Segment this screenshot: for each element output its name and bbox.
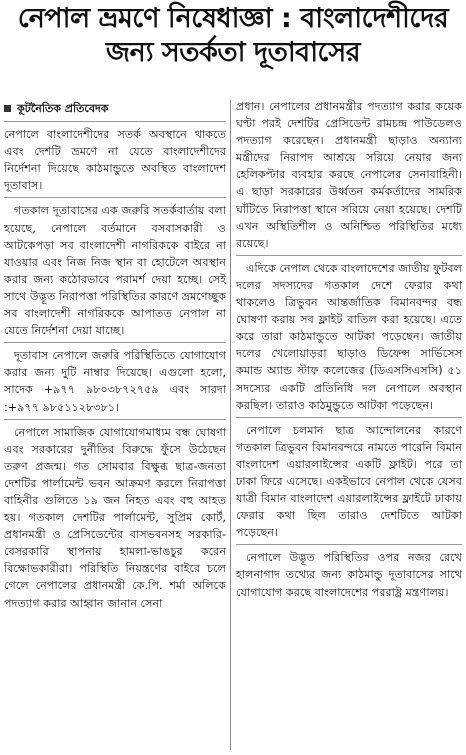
paragraph: নেপালে চলমান ছাত্র আন্দোলনের কারণে গতকাল ত্রিভুবন বিমানবন্দরে নামতে পারেনি বিমান বাংলাদেশ এয়ারলাইন্সের একটি ফ্লাইট। পরে তা ঢাকা ফিরে এসেছে। একইভাবে নেপাল থেকে যেসব যাত্রী বিমান বাংলাদেশ এয়ারলাইন্সের ফ্লাইটে ঢাকায় ফেরার কথা ছিল তারাও দেশটিতে আটকা পড়েছেন। [236, 423, 462, 540]
paragraph: নেপালে উদ্ভূত পরিস্থিতির ওপর নজর রেখে হালনাগাদ তথ্যের জন্য কাঠমান্ডু দূতাবাসের সাথে যোগাযোগ করছে বাংলাদেশের পররাষ্ট্র মন্ত্রণালয়। [236, 551, 462, 599]
paragraph-rule [4, 197, 226, 198]
byline-bullet-icon [4, 105, 11, 112]
paragraph-rule [236, 255, 462, 256]
paragraph: প্রধান। নেপালের প্রধানমন্ত্রীর পদত্যাগ করার কয়েক ঘণ্টা পরই দেশটির প্রেসিডেন্ট রামচন্দ্র পাউডেলও পদত্যাগ করেছেন। প্রধানমন্ত্রী ছাড়াও অন্যান্য মন্ত্রীদের নিরাপদ আশ্রয়ে সরিয়ে নেয়ার জন্য হেলিকপ্টার ব্যবহার করছে নেপালের সেনাবাহিনী। এ ছাড়া সরকারের উর্ধ্বতন কর্মকর্তাদের সামরিক ঘাঁটিতে নিরাপত্তা স্থানে সরিয়ে নেয়া হয়েছে। দেশটি এখন অস্থিতিশীল ও অনিশ্চিত পরিস্থিতির মধ্যে রয়েছে। [236, 100, 462, 250]
headline [0, 2, 466, 70]
article-right-column [236, 98, 462, 604]
article-left-column [4, 100, 226, 615]
paragraph-rule [4, 419, 226, 420]
headline-line-1: নেপাল ভ্রমণে নিষেধাজ্ঞা : বাংলাদেশীদের [17, 3, 449, 34]
paragraph: গতকাল দূতাবাসের এক জরুরি সতর্কবার্তায় বলা হয়েছে, নেপালে বর্তমানে বসবাসকারী ও আটকেপড়া সব বাংলাদেশী নাগরিককে বাইরে না যাওয়ার এবং নিজ নিজ স্থান বা হোটেলে অবস্থান করার জন্য কঠোরভাবে পরামর্শ দেয়া হচ্ছে। সেই সাথে উদ্ভূত নিরাপত্তা পরিস্থিতির কারণে ভ্রমণেচ্ছুক সব বাংলাদেশী নাগরিককে আপাতত নেপাল না যেতে নির্দেশনা দেয়া যাচ্ছে। [4, 204, 226, 338]
byline-rule [4, 121, 226, 122]
paragraph: এদিকে নেপাল থেকে বাংলাদেশের জাতীয় ফুটবল দলের সদস্যদের গতকাল দেশে ফেরার কথা থাকলেও ত্রিভুবন আন্তর্জাতিক বিমানবন্দর বন্ধ ঘোষণা করায় সব ফ্লাইট বাতিল করা হয়েছে। এতে করে তারা কাঠমান্ডুতে আটকা পড়েছেন। জাতীয় দলের খেলোয়াড়রা ছাড়াও ডিফেন্স সার্ভিসেস কমান্ড অ্যান্ড স্টাফ কলেজের (ডিএসসিএসসি) ৫১ সদস্যের একটি প্রতিনিধি দল নেপালে অবস্থান করছিল। তারাও কাঠমুন্ডুতে আটকা পড়েছেন। [236, 261, 462, 412]
paragraph: নেপালে বাংলাদেশীদের সতর্ক অবস্থানে থাকতে এবং দেশটি ভ্রমণে না যেতে বাংলাদেশীদের নির্দেশনা দিয়েছে কাঠমান্ডুতে অবস্থিত বাংলাদেশ দূতাবাস। [4, 128, 226, 193]
byline-text: কূটনৈতিক প্রতিবেদক [17, 102, 109, 115]
paragraph-rule [236, 544, 462, 545]
paragraph: নেপালে সামাজিক যোগাযোগমাধ্যম বন্ধ ঘোষণা এবং সরকারের দুর্নীতির বিরুদ্ধে ফুঁসে উঠেছেন তরুণ প্রজন্ম। গত সোমবার বিক্ষুব্ধ ছাত্র-জনতা দেশটির পার্লামেন্ট ভবন আক্রমণ করলে নিরাপত্তা বাহিনীর গুলিতে ১৯ জন নিহত এবং বহু আহত হয়। গতকাল দেশটির পার্লামেন্ট, সুপ্রিম কোর্ট, প্রধানমন্ত্রী ও প্রেসিডেন্টের বাসভবনসহ সরকারি-বেসরকারি স্থাপনায় হামলা-ভাঙচুর করেন বিক্ষোভকারীরা। পরিস্থিতি নিয়ন্ত্রণের বাইরে চলে গেলে নেপালের প্রধানমন্ত্রী কে.পি. শর্মা অলিকে পদত্যাগ করার আহ্বান জানান সেনা [4, 425, 226, 610]
column-divider [230, 100, 231, 750]
paragraph-rule [236, 417, 462, 418]
byline [4, 100, 226, 117]
paragraph-rule [4, 342, 226, 343]
headline-line-2: জন্য সতর্কতা দূতাবাসের [105, 37, 361, 68]
paragraph: দূতাবাস নেপালে জরুরি পরিস্থিতিতে যোগাযোগ করার জন্য দুটি নাম্বার দিয়েছে। এগুলো হলো, সাদেক +৯৭৭ ৯৮০৩৮৭২৭৫৯ এবং সারদা :+৯৭৭ ৯৮৫১১২৮৩৮১। [4, 349, 226, 414]
